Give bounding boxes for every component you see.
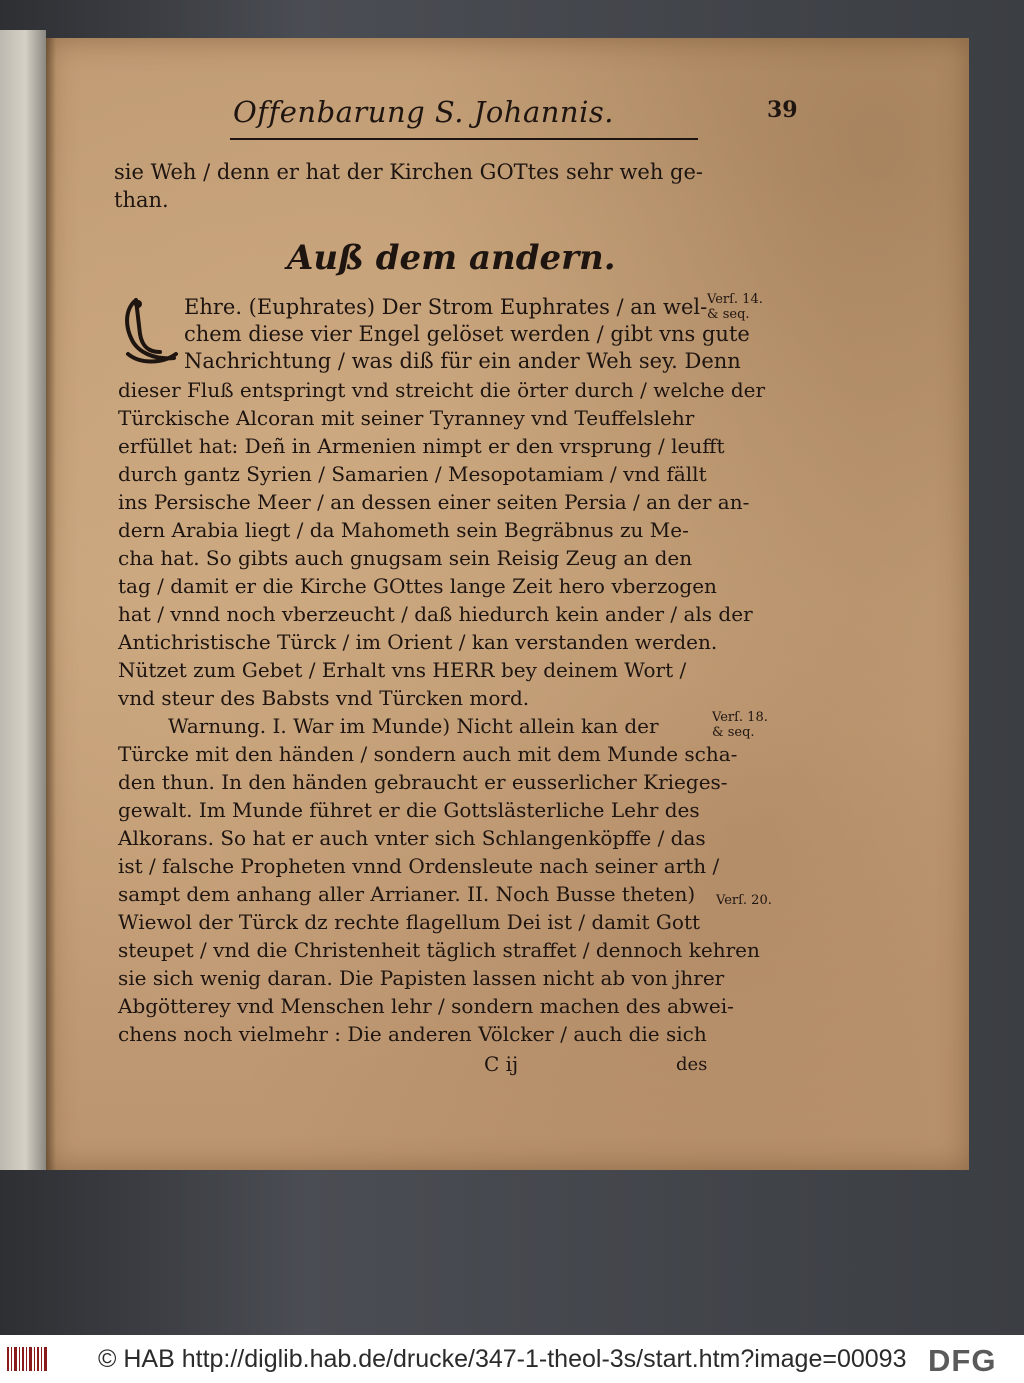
barcode-icon [6,1345,48,1373]
text-line: chem diese vier Engel gelöset werden / gibt vns gute [184,322,750,346]
page-number: 39 [767,97,798,123]
margin-note-line: Verſ. 14. [707,292,763,307]
text-line: hat / vnnd noch vberzeucht / daß hiedurch kein ander / als der [118,602,753,626]
margin-note-verse-20 [716,893,772,908]
drop-cap-letter-icon [118,294,180,366]
copyright-url[interactable]: © HAB http://diglib.hab.de/drucke/347-1-theol-3s/start.htm?image=00093 [98,1345,907,1373]
section-heading: Auß dem andern. [287,238,616,278]
text-line: Abgötterey vnd Menschen lehr / sondern machen des abwei- [118,994,734,1018]
text-line: cha hat. So gibts auch gnugsam sein Reisig Zeug an den [118,546,693,570]
text-line: Nützet zum Gebet / Erhalt vns HERR bey deinem Wort / [118,658,687,682]
text-line: den thun. In den händen gebraucht er eusserlicher Krieges- [118,770,728,794]
text-line: Nachrichtung / was diß für ein ander Weh sey. Denn [184,349,741,373]
margin-note-line: & seq. [707,307,750,322]
text-line: Türckische Alcoran mit seiner Tyranney vnd Teuffelslehr [118,406,695,430]
text-line: gewalt. Im Munde führet er die Gottslästerliche Lehr des [118,798,700,822]
adjacent-page-edge [0,30,46,1170]
text-line: ins Persische Meer / an dessen einer seiten Persia / an der an- [118,490,750,514]
margin-note-line: Verſ. 20. [716,893,772,908]
text-line: Alkorans. So hat er auch vnter sich Schlangenköpffe / das [118,826,706,850]
text-line: vnd steur des Babsts vnd Türcken mord. [118,686,530,710]
text-line: sie sich wenig daran. Die Papisten lassen nicht ab von jhrer [118,966,725,990]
text-line: dern Arabia liegt / da Mahometh sein Begräbnus zu Me- [118,518,689,542]
margin-note-verse-18 [712,710,768,740]
text-line: Warnung. I. War im Munde) Nicht allein kan der [168,714,659,738]
catchword: des [676,1054,708,1075]
margin-note-verse-14 [707,292,763,322]
dfg-logo: DFG [928,1343,997,1378]
text-line: than. [114,188,169,212]
text-line: Ehre. (Euphrates) Der Strom Euphrates / an wel- [184,295,708,319]
text-line: Türcke mit den händen / sondern auch mit dem Munde scha- [118,742,738,766]
text-line: durch gantz Syrien / Samarien / Mesopotamiam / vnd fällt [118,462,707,486]
text-line: ist / falsche Propheten vnnd Ordensleute nach seiner arth / [118,854,720,878]
text-line: dieser Fluß entspringt vnd streicht die örter durch / welche der [118,378,766,402]
running-head: Offenbarung S. Johannis. [233,95,614,129]
text-line: chens noch vielmehr : Die anderen Völcker / auch die sich [118,1022,707,1046]
text-line: sampt dem anhang aller Arrianer. II. Noch Busse theten) [118,882,696,906]
text-line: sie Weh / denn er hat der Kirchen GOTtes sehr weh ge- [114,160,704,184]
margin-note-line: Verſ. 18. [712,710,768,725]
signature-mark: C ij [484,1052,519,1076]
gutter-shadow [46,38,56,1170]
text-line: tag / damit er die Kirche GOttes lange Zeit hero vberzogen [118,574,717,598]
margin-note-line: & seq. [712,725,755,740]
text-line: erfüllet hat: Deñ in Armenien nimpt er den vrsprung / leufft [118,434,725,458]
header-rule [230,138,698,140]
text-line: Antichristische Türck / im Orient / kan verstanden werden. [118,630,718,654]
text-line: Wiewol der Türck dz rechte flagellum Dei ist / damit Gott [118,910,701,934]
text-line: steupet / vnd die Christenheit täglich straffet / dennoch kehren [118,938,760,962]
footer-bar [0,1335,1024,1383]
